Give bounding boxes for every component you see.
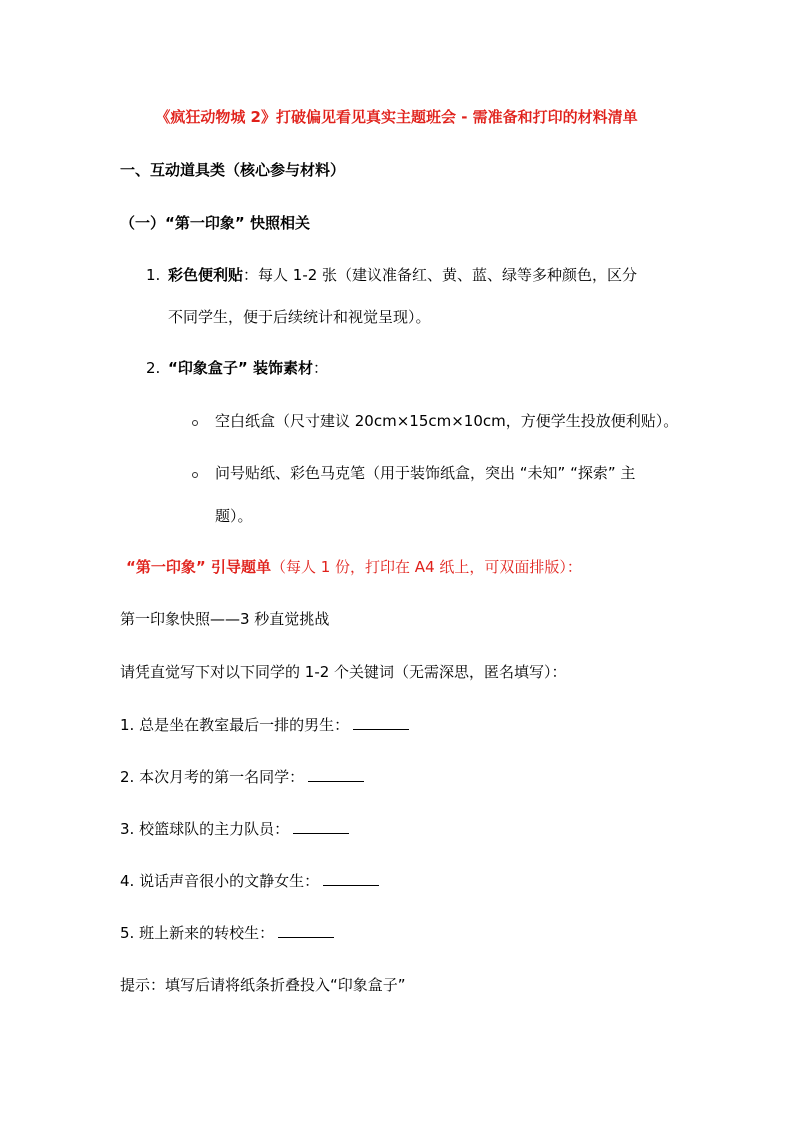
hollow-bullet-icon [192, 472, 198, 478]
question-text: 4. 说话声音很小的文静女生： [120, 872, 320, 890]
item-label-sticky-notes: 彩色便利贴 [168, 266, 244, 284]
bullet-item-stickers-markers: 问号贴纸、彩色马克笔（用于装饰纸盒，突出 “未知” “探索” 主 [215, 464, 636, 482]
question-text: 2. 本次月考的第一名同学： [120, 768, 305, 786]
list-item-impression-box [168, 358, 328, 378]
worksheet-question-1 [120, 715, 409, 735]
item-label-impression-box: “印象盒子” 装饰素材 [168, 359, 313, 377]
item-text-impression-box: ： [312, 359, 328, 377]
list-item-number-2: 2. [146, 359, 161, 377]
answer-blank [353, 715, 409, 730]
worksheet-heading-bold: “第一印象” 引导题单 [126, 558, 271, 576]
worksheet-question-2 [120, 767, 364, 787]
answer-blank [278, 923, 334, 938]
answer-blank [293, 819, 349, 834]
worksheet-question-5 [120, 923, 334, 943]
worksheet-tip: 提示：填写后请将纸条折叠投入“印象盒子” [120, 976, 406, 994]
question-text: 1. 总是坐在教室最后一排的男生： [120, 716, 350, 734]
worksheet-question-3 [120, 819, 349, 839]
worksheet-heading-note: （每人 1 份，打印在 A4 纸上，可双面排版）： [270, 558, 582, 576]
worksheet-title: 第一印象快照——3 秒直觉挑战 [120, 610, 330, 628]
bullet-item-stickers-markers-continued: 题）。 [215, 507, 253, 525]
subsection-heading-first-impression: （一）“第一印象” 快照相关 [120, 214, 310, 232]
item-text-sticky-notes: ：每人 1-2 张（建议准备红、黄、蓝、绿等多种颜色，区分 [243, 266, 638, 284]
bullet-item-blank-box: 空白纸盒（尺寸建议 20cm×15cm×10cm，方便学生投放便利贴）。 [215, 412, 679, 430]
worksheet-question-4 [120, 871, 379, 891]
list-item-number-1: 1. [146, 266, 161, 284]
document-title: 《疯狂动物城 2》打破偏见看见真实主题班会 - 需准备和打印的材料清单 [155, 108, 638, 126]
worksheet-instruction: 请凭直觉写下对以下同学的 1-2 个关键词（无需深思，匿名填写）： [120, 663, 567, 681]
hollow-bullet-icon [192, 420, 198, 426]
answer-blank [323, 871, 379, 886]
list-item-sticky-notes-continued: 不同学生，便于后续统计和视觉呈现）。 [168, 308, 431, 326]
answer-blank [308, 767, 364, 782]
list-item-sticky-notes [168, 265, 637, 285]
worksheet-heading [126, 557, 582, 577]
question-text: 5. 班上新来的转校生： [120, 924, 275, 942]
section-heading-props: 一、互动道具类（核心参与材料） [120, 161, 346, 179]
question-text: 3. 校篮球队的主力队员： [120, 820, 290, 838]
